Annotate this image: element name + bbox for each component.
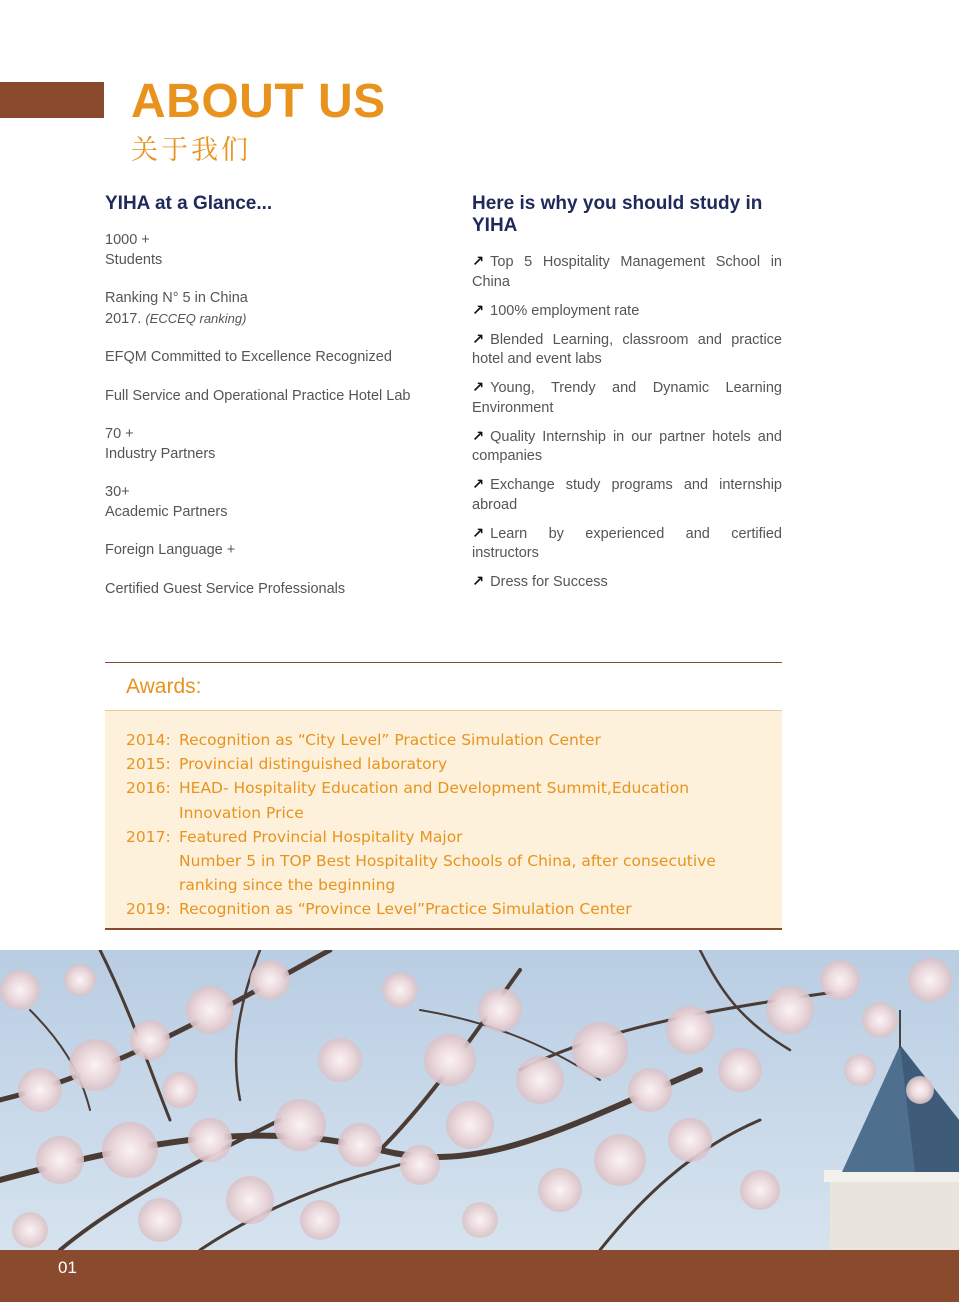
awards-box [105,710,782,928]
why-study-heading: Here is why you should study in YIHA [472,193,763,236]
why-study-list [472,253,782,593]
award-row [126,776,766,824]
why-study-item: ↗ Exchange study programs and internship abroad [472,477,782,513]
award-year: 2015: [126,755,171,774]
cherry-blossom-photo [0,950,959,1250]
arrow-up-right-icon: ↗ [472,477,485,493]
glance-heading: YIHA at a Glance... [105,193,273,214]
awards-list [126,728,766,922]
award-text: Recognition as “Province Level”Practice Simulation Center [179,900,632,919]
award-year: 2014: [126,731,171,749]
header-accent-bar [0,82,104,118]
why-study-item: ↗ Blended Learning, classroom and practice hotel and event labs [472,331,782,367]
award-row [126,728,766,752]
award-text: Provincial distinguished laboratory [179,755,448,774]
award-year: 2016: [126,779,171,798]
glance-item: Ranking N° 5 in China 2017. (ECCEQ ranking) [105,290,248,327]
arrow-up-right-icon: ↗ [472,525,485,542]
awards-bottom-rule [105,928,782,930]
awards-title: Awards: [126,675,202,698]
arrow-up-right-icon: ↗ [472,331,485,348]
award-row [126,825,766,849]
why-study-item: ↗ 100% employment rate [472,302,640,319]
glance-item: Certified Guest Service Professionals [105,580,346,597]
why-study-item: ↗ Learn by experienced and certified instructors [472,525,782,561]
award-row [126,897,766,921]
page-title: ABOUT US [131,75,386,128]
arrow-up-right-icon: ↗ [472,380,485,396]
glance-item: Full Service and Operational Practice Hotel Lab [105,387,411,404]
award-text: Featured Provincial Hospitality Major [179,827,463,846]
why-study-column [472,193,782,602]
award-text: Number 5 in TOP Best Hospitality Schools of China, after consecutive ranking since the beginning [179,852,716,895]
glance-item: 30+ Academic Partners [105,484,228,520]
award-row [126,849,766,897]
glance-item: Foreign Language + [105,542,236,558]
why-study-item: ↗ Young, Trendy and Dynamic Learning Environment [472,380,782,416]
award-text: Recognition as “City Level” Practice Simulation Center [179,731,601,749]
glance-item: 1000 + Students [105,232,163,268]
arrow-up-right-icon: ↗ [472,428,485,445]
award-year [126,849,179,897]
page-subtitle-chinese: 关于我们 [131,135,251,166]
arrow-up-right-icon: ↗ [472,254,485,270]
why-study-item: ↗ Quality Internship in our partner hotels and companies [472,428,782,464]
glance-column [105,193,445,618]
page-number: 01 [58,1258,77,1277]
awards-top-rule [105,662,782,663]
why-study-item: ↗ Top 5 Hospitality Management School in China [472,254,782,290]
award-year: 2019: [126,900,171,919]
arrow-up-right-icon: ↗ [472,302,485,319]
why-study-item: ↗ Dress for Success [472,574,608,590]
footer-bar [0,1250,959,1302]
glance-item: 70 + Industry Partners [105,426,216,462]
award-year: 2017: [126,827,171,846]
award-text: HEAD- Hospitality Education and Development Summit,Education Innovation Price [179,779,690,822]
glance-item: EFQM Committed to Excellence Recognized [105,349,392,365]
award-row [126,752,766,776]
arrow-up-right-icon: ↗ [472,574,485,590]
